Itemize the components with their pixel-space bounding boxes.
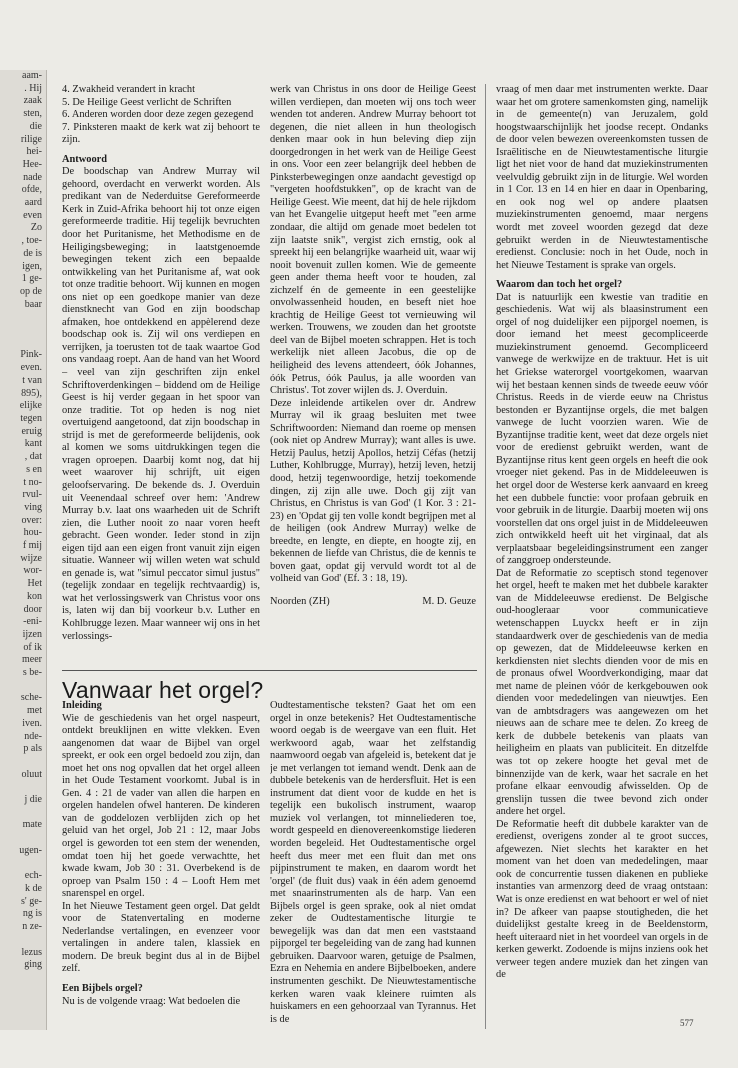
previous-page-margin — [0, 70, 47, 1030]
section-heading: Waarom dan toch het orgel? — [496, 279, 623, 291]
body-text: Dat is natuurlijk een kwestie van traditie en geschiedenis. Wat wij als blaasinstrument een orgel of nog duidelijker een pijporgel noemen, is door iemand het meest gecompliceerde muziekinstrument genoemd. Gecompliceerd vanwege de werkwijze en de traktuur. Het is uit het Griekse waterorgel voortgekomen, waarvan wij het bestaan kennen sinds de tweede eeuw vóór Christus. Reeds in de vierde eeuw na Christus bestonden er Byzantijnse orgels, die met balgen vanwege de lucht voorzien waren. Wie de Byzantijnse traditie kent, weet dat deze orgels niet voor de eredienst gebruikt werden, want de Byzantijnse ritus kent geen orgels en heeft die ook vroeger niet gekend. Pas in de Middeleeuwen is het orgel door de Westerse kerk aanvaard en kreeg het een dubbele functie: voor profaan gebruik en voor gebruik in de liturgie. Daarbij moeten wij ons voorstellen dat ons orgel juist in de Middeleeuwen zich ontwikkeld heeft uit het virginaal, dat als verplaatsbaar begeleidingsinstrument een zanger of zanggroep ondersteunde. — [496, 291, 708, 567]
body-text: Dat de Reformatie zo sceptisch stond tegenover het orgel, heeft te maken met het dubbele karakter van de Middeleeuwse eredienst. De Belgische oud-hoogleraar voor communicatieve wetenschappen Luyckx heeft er in zijn standaardwerk over de geschiedenis van de media op gewezen, dat de Middeleeuwse kerken en kerkdiensten niet slechts dienden voor de mis en de pronaus ofwel Woordverkondiging, maar dat met name de pleinen vóór de kerkgebouwen ook dienden voor mededelingen van nieuwtjes. Een van de ambtsdragers was aangewezen om het nieuws aan de schare mee te delen. Zo kreeg de kerk de dubbele betekenis van plaats van heiligheim en plaats van publiciteit. En ditzelfde was tot op zekere hoogte het geval met de binnenzijde van de kerk, waar het sacrale en het profane elkaar eenvoudig afwisselden. Op de grenslijn tussen die twee bevond zich onder andere het orgel. — [496, 567, 708, 818]
orgel-column-1 — [62, 700, 260, 1030]
previous-page-fragments: aam- . Hij zaak sten, die rilige hei- Hee- nade ofde, aard even Zo , toe- de is igen, 1 ge- op de baar Pink- even. t van 895), elijke tegen eruig kant , dat s en t no- rvul- ving over: hou- f mij wijze wor- Het kon door -eni- ijzen of ik meer s be- sche- met iven. nde- p als oluut j die mate ugen- ech- k de s' ge- ng is n ze- lezus ging — [19, 70, 42, 971]
body-text: Nu is de volgende vraag: Wat bedoelen die — [62, 995, 241, 1007]
signature-line — [270, 596, 476, 609]
list-item: 4. Zwakheid verandert in kracht — [62, 84, 196, 95]
body-text: vraag of men daar met instrumenten werkte. Daar waar het om grotere samenkomsten ging, namelijk in de gemeente(n) van Jeruzalem, gold hoogstwaarschijnlijk het joodse recept. Ondanks de door velen bewezen overeenkomsten tussen de Israëlitische en de Nieuwtestamentische liturgie ligt het niet voor de hand dat muziekinstrumenten veelvuldig gebruikt zijn in de liturgie. Wel worden in 1 Cor. 13 en 14 en hier en daar in Openbaring, en ook nog wel op andere plaatsen muziekinstrumenten genoemd, maar nergens wordt met zoveel woorden gezegd dat deze gebruikt werden in de Nieuwtestamentische eredienst. Conclusie: noch in het Oude, noch in het Nieuwe Testament is sprake van orgels. — [496, 84, 708, 271]
body-text: In het Nieuwe Testament geen orgel. Dat geldt voor de Statenvertaling en moderne Nederlandse vertalingen, en evenzeer voor vertalingen in andere talen, klassiek en modern. De breuk begint dus al in de Bijbel zelf. — [62, 900, 260, 975]
list-item: 6. Anderen worden door deze zegen gezegend — [62, 109, 254, 121]
section-heading: Antwoord — [62, 153, 108, 165]
list-item: 7. Pinksteren maakt de kerk wat zij behoort te zijn. — [62, 121, 260, 146]
body-text: De boodschap van Andrew Murray wil gehoord, overdacht en verwerkt worden. Als predikant van de Nederduitse Gereformeerde Kerk in Zuid-Afrika behoort hij tot onze eigen gereformeerde traditie. Hij tegelijk bevruchten door het Puritanisme, het Methodisme en de Heiligingsbeweging; in laatstgenoemde bewegingen tekent zich een bepaalde ontwikkeling van het Puritanisme af, wat ook tot onze traditie behoort. Wij kunnen en mogen ons niet op een goedkope manier van deze dienstknecht van God en zijn boodschap afmaken, hoe ontdekkend en appèlerend deze boodschap ook is. Zij wil ons verdiepen en verrijken, ja toerusten tot de taak waartoe God ons vandaag roept. Aan de hand van het Woord – veel van zijn geschriften zijn enkel Schriftoverdenkingen – biddend om de Heilige Geest is hij verder gegaan in het spoor van onze traditie. Tot op heden is nog niet overtuigend aangetoond, dat zijn boodschap in strijd is met de gereformeerde belijdenis, ook al komen we soms uitdrukkingen tegen die vragen oproepen. Daarbij komt nog, dat hij weet waarover hij schrijft, uit eigen geloofservaring. De bekende ds. J. Overduin uit Veenendaal schreef over hem: 'Andrew Murray b.v. laat ons waarheden uit de Schrift zien, die Luther nooit zo naar voren heeft gebracht. Geen wonder. Ieder stond in zijn eigen tijd aan een eigen front vanuit zijn eigen situatie. Wanneer wij willen weten wat schuld en genade is, wat "simul peccator simul justus" (tegelijk zondaar en tegelijk rechtvaardig) is, wat het verlossingswerk van Christus voor ons is, laten wij dan bij voorkeur b.v. Luther en Kohlbrugge lezen. Maar wanneer wij ons in het verlossings- — [62, 166, 260, 642]
body-text: werk van Christus in ons door de Heilige Geest willen verdiepen, dan moeten wij ons toch weer wenden tot anderen. Andrew Murray behoort tot degenen, die niet alleen in hun theologisch denken maar ook in hun beleving diep zijn doorgedrongen in het werk van de Heilige Geest in ons. Voor een zeer belangrijk deel hebben de Pinksterbewegingen onze aandacht gevestigd op "vergeten hoofdstukken", op de kracht van de Heilige Geest. Wie meent, dat hij de hele rijkdom van het Evangelie uitgeput heeft met "een arme zondaar, die altijd om genade moet bedelen tot zijn laatste snik", vergist zich ernstig, ook al spreekt hij een belangrijke waarheid uit, waar wij nooit bovenuit zullen komen. Wie de gemeente geen ander thema heeft voor te houden, zal zichzelf én de gemeente in een geestelijke onvolwassenheid houden, en beseft niet hoe krachtig de Heilige Geest tot vernieuwing wil werken. Trouwens, we zouden dan het grootste deel van de Bijbel moeten schrappen. Het is toch werkelijk niet alleen Jacobus, die op de heiligheid des levens attendeert, óók Johannes, óók Petrus, óók Paulus, ja alle woorden van Christus'. Tot zover wijlen ds. J. Overduin. — [270, 84, 476, 397]
orgel-column-2 — [270, 700, 476, 1030]
murray-column-1 — [62, 84, 260, 664]
body-text: Wie de geschiedenis van het orgel naspeurt, ontdekt breuklijnen en witte vlekken. Even aangenomen dat waar de Bijbel van orgel spreekt, er ook een orgel bedoeld zou zijn, dan moet het ons nog opvallen dat het orgel alleen in het Oude Testament voorkomt. Jubal is in Gen. 4 : 21 de vader van allen die harpen en orgelen handelen ofwel hanteren. De kinderen van de goddelozen verblijden zich op het geluid van het orgel, Job 21 : 12, maar Jobs orgel is geworden tot een stem der wenenden, omdat toen hij het goede verwachtte, het kwade kwam, Job 30 : 31. Overbekend is de oproep van Psalm 150 : 4 – Looft Hem met snarenspel en orgel. — [62, 712, 260, 900]
article-title: Vanwaar het orgel? — [62, 677, 264, 703]
list-item: 5. De Heilige Geest verlicht de Schriften — [62, 96, 232, 108]
page-body — [52, 0, 724, 1068]
section-heading: Een Bijbels orgel? — [62, 983, 143, 995]
column-divider — [485, 84, 486, 1029]
section-heading: Inleiding — [62, 700, 102, 711]
author-location: Noorden (ZH) — [270, 595, 330, 607]
body-text: Oudtestamentische teksten? Gaat het om een orgel in onze betekenis? Het Oudtestamentische woord oegab is de weergave van een fluit. Het werkwoord agab, waar het zelfstandig naamwoord oegab van afgeleid is, betekent dat je je met verlangen tot iemand wendt. Denk aan de dubbele betekenis van de herdersfluit. Het is een instrument dat dient voor de kudde en het is tegelijk een bukolisch instrument, waarop muziek vol verlangen, tot minneliederen toe, wordt gespeeld en dienovereenkomstige liederen worden begeleid. Het Oudtestamentische orgel heeft dus meer met een fluit dan met ons pijpinstrument te maken, en daarom wordt het 'orgel' (de fluit dus) vaak in één adem genoemd met snaarinstrumenten als de harp. Van een Bijbels orgel is geen sprake, ook al niet omdat zeker de Oudtestamentische liturgie te bewegelijk was dan dat men een vaststaand pijporgel ter begeleiding van de zang had kunnen gebruiken. Daarvoor waren, getuige de Psalmen, Ezra en Nehemia en andere Bijbelboeken, andere instrumenten geschikt. De Nieuwtestamentische kerken waren vaak kleinere ruimten als huiskamers en een gehoorzaal van Tyrannus. Het is de — [270, 700, 476, 1025]
page-number: 577 — [680, 1018, 694, 1028]
body-text: Deze inleidende artikelen over dr. Andrew Murray wil ik graag besluiten met twee Schriftwoorden: Niemand dan roeme op mensen (ook niet op Andrew Murray); want alles is uwe. Hetzij Paulus, hetzij Apollos, hetzij Céfas (hetzij Luther, Kohlbrugge, Murray), hetzij leven, hetzij dood, hetzij tegenwoordige, hetzij toekomende dingen, zij zijn alle uwe. Doch gij zijt van Christus, en Christus is van God' (1 Kor. 3 : 21-23) en 'Opdat gij ten volle kondt begrijpen met al de heiligen (ook Andrew Murray) welke de breedte, en lengte, en diepte, en hoogte zij, en bekennen de liefde van Christus, die de kennis te boven gaat, opdat gij vervuld wordt tot al de volheid van God' (Ef. 3 : 18, 19). — [270, 397, 476, 585]
author-name: M. D. Geuze — [422, 595, 476, 607]
murray-column-2 — [270, 84, 476, 664]
orgel-column-3 — [496, 84, 708, 1014]
body-text: De Reformatie heeft dit dubbele karakter van de eredienst, overigens zonder al te groot succes, afgewezen. Niet slechts het karakter en het moment van het doen van mededelingen, maar ook de concurrentie tussen diakenen en publieke instanties van armenzorg deed de vraag ontstaan: Wat is onze eredienst en wat behoort er wel of niet in? De afkeer van paapse stoutigheden, die het duidelijkst gestalte kreeg in de Beeldenstorm, heeft uiteraard niet in het voordeel van orgels in de kerken gewerkt. Zodoende is mijns inziens ook het verweer tegen andere muziek dan het zingen van de — [496, 818, 708, 981]
article-divider — [62, 670, 477, 671]
